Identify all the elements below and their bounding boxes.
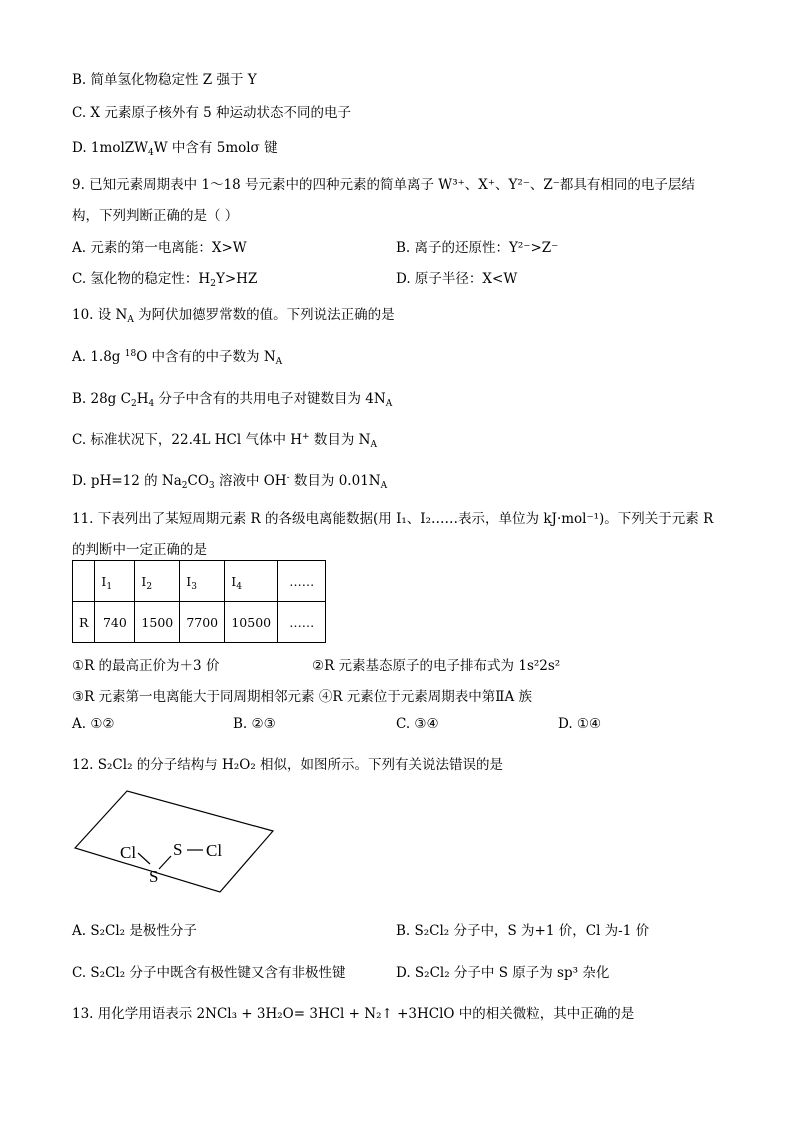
s2cl2-structure-diagram xyxy=(70,786,280,896)
cl-s-bond-left xyxy=(138,853,150,864)
table-header-row xyxy=(73,561,326,602)
q9-option-c: C. 氢化物的稳定性：$H_2Y>HZ$ xyxy=(72,271,258,289)
table-cell: 740 xyxy=(95,602,135,643)
table-cell: R xyxy=(73,602,95,643)
table-cell: $I_4$ xyxy=(225,561,278,602)
atom-cl-left: Cl xyxy=(120,843,137,862)
q9-option-d: D. 原子半径：X<W xyxy=(396,271,518,287)
q9-stem-line1: 9. 已知元素周期表中 1～18 号元素中的四种元素的简单离子 W³⁺、X⁺、Y²⁻、Z⁻都具有相同的电子层结 xyxy=(72,177,695,193)
ionization-energy-table xyxy=(72,560,326,643)
atom-s-top: S xyxy=(173,840,183,859)
q13-stem: 13. 用化学用语表示 2NCl₃ + 3H₂O= 3HCl + N₂↑ +3HClO 中的相关微粒，其中正确的是 xyxy=(72,1006,635,1022)
q12-option-c: C. S₂Cl₂ 分子中既含有极性键又含有非极性键 xyxy=(72,965,346,981)
table-cell: …… xyxy=(278,602,326,643)
q9-option-b: B. 离子的还原性：Y²⁻>Z⁻ xyxy=(396,240,559,256)
q12-option-b: B. S₂Cl₂ 分子中，S 为+1 价，Cl 为-1 价 xyxy=(396,923,650,939)
q11-statement-2: ②R 元素基态原子的电子排布式为 1s²2s² xyxy=(312,658,561,674)
table-cell: 7700 xyxy=(180,602,225,643)
q12-stem: 12. S₂Cl₂ 的分子结构与 H₂O₂ 相似，如图所示。下列有关说法错误的是 xyxy=(72,757,504,773)
table-cell: 10500 xyxy=(225,602,278,643)
s-s-bond xyxy=(159,856,171,869)
q9-stem-line2: 构，下列判断正确的是（ ） xyxy=(72,208,239,224)
q12-option-d: D. S₂Cl₂ 分子中 S 原子为 sp³ 杂化 xyxy=(396,965,610,981)
q11-option-a: A. ①② xyxy=(72,716,115,732)
q8-option-c: C. X 元素原子核外有 5 种运动状态不同的电子 xyxy=(72,105,352,121)
q10-option-b: B. 28g $C_2H_4$ 分子中含有的共用电子对键数目为 $4N_A$ xyxy=(72,391,393,409)
q8-option-b: B. 简单氢化物稳定性 Z 强于 Y xyxy=(72,72,257,88)
table-cell: 1500 xyxy=(135,602,180,643)
table-cell: $I_1$ xyxy=(95,561,135,602)
atom-cl-right: Cl xyxy=(206,841,223,860)
atom-s-bottom: S xyxy=(149,867,159,886)
q10-option-a: A. 1.8g $^{18}$O 中含有的中子数为 $N_A$ xyxy=(72,349,283,367)
q11-option-c: C. ③④ xyxy=(396,716,439,732)
q11-option-b: B. ②③ xyxy=(233,716,276,732)
q11-statement-3-4: ③R 元素第一电离能大于同周期相邻元素 ④R 元素位于元素周期表中第ⅡA 族 xyxy=(72,689,533,705)
q12-option-a: A. S₂Cl₂ 是极性分子 xyxy=(72,923,197,939)
table-cell: $I_3$ xyxy=(180,561,225,602)
table-cell: …… xyxy=(278,561,326,602)
q10-option-c: C. 标准状况下，22.4L HCl 气体中 H+ 数目为 $N_A$ xyxy=(72,432,377,450)
table-row xyxy=(73,602,326,643)
q8-option-d: D. 1molZW$_4$W 中含有 5molσ 键 xyxy=(72,140,278,158)
table-cell xyxy=(73,561,95,602)
q10-option-d: D. pH=12 的 $Na_2CO_3$ 溶液中 OH- 数目为 $0.01N_A$ xyxy=(72,473,388,491)
q10-stem: 10. 设 $N_A$ 为阿伏加德罗常数的值。下列说法正确的是 xyxy=(72,307,395,325)
q9-option-a: A. 元素的第一电离能：X>W xyxy=(72,240,247,256)
q11-statement-1: ①R 的最高正价为＋3 价 xyxy=(72,658,220,674)
q11-stem-line1: 11. 下表列出了某短周期元素 R 的各级电离能数据(用 I₁、I₂……表示，单位为 kJ·mol⁻¹)。下列关于元素 R xyxy=(72,511,714,527)
q11-stem-line2: 的判断中一定正确的是 xyxy=(72,542,207,558)
q11-option-d: D. ①④ xyxy=(558,716,602,732)
table-cell: $I_2$ xyxy=(135,561,180,602)
